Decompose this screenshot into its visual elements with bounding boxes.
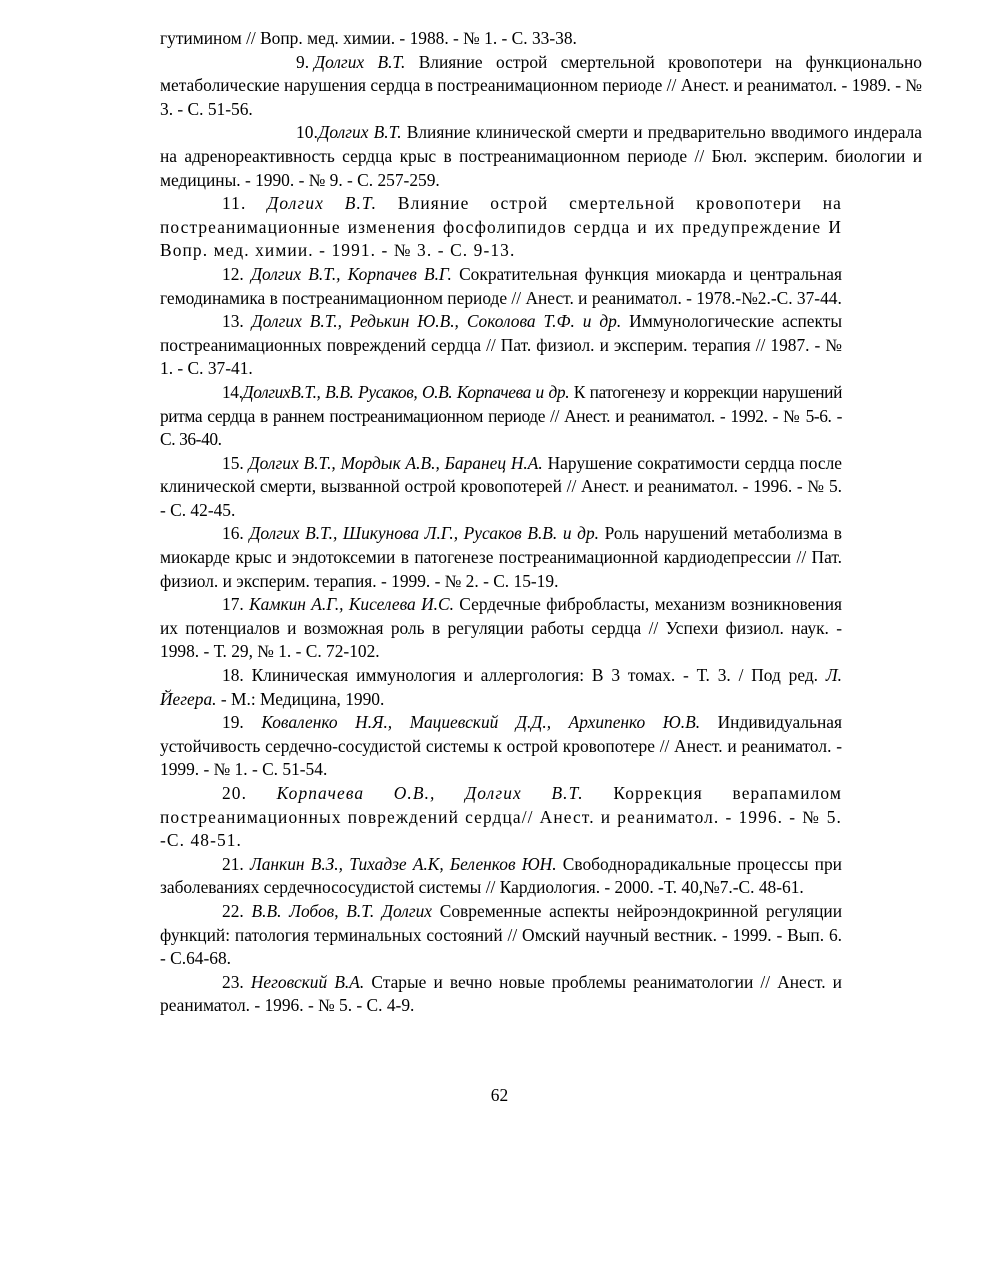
reference-entry-12 bbox=[160, 263, 842, 310]
reference-entry-23 bbox=[160, 971, 842, 1018]
reference-number: 23. bbox=[222, 971, 244, 992]
continuation-line bbox=[160, 27, 842, 51]
reference-authors: Долгих В.Т. bbox=[267, 193, 378, 214]
reference-number: 12. bbox=[222, 263, 244, 284]
reference-text: Нарушение сократимости сердца после клинической смерти, вызванной острой кровопотерей // Анест. и реаниматол. - 1996. - № 5. - С. 42-45. bbox=[160, 452, 842, 520]
reference-entry-16 bbox=[160, 522, 842, 593]
reference-text: Влияние острой смертельной кровопотери на функционально метаболические нарушения сердца в постреанимационном периоде // Анест. и реаниматол. - 1989. - № 3. - С. 51-56. bbox=[160, 51, 922, 119]
reference-number: 10 bbox=[296, 122, 314, 143]
reference-text-tail: Современные аспекты нейроэндокринной регуляции функций: патология терминальных состояний // Омский научный вестник. - 1999. - Вып. 6. - С.64-68. bbox=[160, 900, 842, 969]
reference-number: 22. bbox=[222, 900, 244, 921]
reference-authors: Долгих В.Т., Шикунова Л.Г., Русаков В.В. и др. bbox=[249, 523, 600, 544]
continuation-text: гутимином // Вопр. мед. химии. - 1988. - № 1. - С. 33-38. bbox=[160, 28, 577, 48]
reference-text: Сократительная функция миокарда и центральная гемодинамика в постреанимационном периоде // Анест. и реаниматол. - 1978.-№2.-С. 37-44. bbox=[160, 263, 842, 308]
reference-number: 19. bbox=[222, 712, 244, 733]
reference-number: 17. bbox=[222, 594, 244, 615]
reference-number: 20. bbox=[222, 783, 248, 803]
reference-text: Роль нарушений метаболизма в миокарде крыс и эндотоксемии в патогенезе постреанимационной кардиодепрессии // Пат. физиол. и эксперим. терапия. - 1999. - № 2. - С. 15-19. bbox=[160, 523, 842, 591]
reference-number: 11. bbox=[222, 193, 247, 214]
reference-entry-11 bbox=[160, 192, 842, 263]
reference-entry-20 bbox=[160, 782, 842, 853]
reference-authors: ДолгихВ.Т., В.В. Русаков, О.В. Корпачева и др. bbox=[242, 381, 570, 402]
reference-authors-second: В.Т. Долгих bbox=[346, 900, 433, 921]
reference-entry-22 bbox=[160, 900, 842, 971]
reference-authors: Корпачева О.В., Долгих В.Т. bbox=[276, 783, 584, 803]
reference-entry-14 bbox=[160, 381, 842, 452]
reference-text: Старые и вечно новые проблемы реаниматологии // Анест. и реаниматол. - 1996. - № 5. - С. 4-9. bbox=[160, 971, 842, 1016]
reference-entry-21 bbox=[160, 853, 842, 900]
reference-text: Сердечные фибробласты, механизм возникновения их потенциалов и возможная роль в регуляции работы сердца // Успехи физиол. наук. - 1998. - Т. 29, № 1. - С. 72-102. bbox=[160, 594, 842, 662]
reference-entry-17 bbox=[160, 593, 842, 664]
reference-number: 15. bbox=[222, 452, 244, 473]
reference-entry-13 bbox=[160, 310, 842, 381]
reference-authors: Л. Йегера. bbox=[160, 665, 842, 709]
reference-text: Индивидуальная устойчивость сердечно-сосудистой системы к острой кровопотере // Анест. и реаниматол. - 1999. - № 1. - С. 51-54. bbox=[160, 712, 842, 780]
reference-number: 13. bbox=[222, 311, 244, 332]
reference-text: Влияние клинической смерти и предварительно вводимого индерала на адренореактивность сердца крыс в постреанимационном периоде // Бюл. эксперим. биологии и медицины. - 1990. - № 9. - С. 257-259. bbox=[160, 122, 922, 190]
reference-authors: Ланкин В.З., Тихадзе А.К, Беленков ЮН. bbox=[249, 853, 557, 874]
reference-authors: Камкин А.Г., Киселева И.С. bbox=[249, 594, 454, 615]
reference-authors: Долгих В.Т., Мордык А.В., Баранец Н.А. bbox=[248, 452, 543, 473]
reference-text: Иммунологические аспекты постреанимационных повреждений сердца // Пат. физиол. и эксперим. терапия // 1987. - № 1. - С. 37-41. bbox=[160, 311, 842, 379]
reference-authors: Долгих В.Т. bbox=[314, 51, 406, 72]
reference-entry-15 bbox=[160, 452, 842, 523]
reference-authors: В.В. Лобов bbox=[251, 900, 335, 921]
reference-entry-9 bbox=[160, 51, 922, 122]
reference-number: 9. bbox=[296, 51, 310, 72]
reference-number: 18. bbox=[222, 665, 244, 686]
reference-text: Коррекция верапамилом постреанимационных повреждений сердца// Анест. и реаниматол. - 1996. - № 5. -С. 48-51. bbox=[160, 783, 842, 851]
page-number: 62 bbox=[490, 1085, 509, 1105]
reference-text: , bbox=[334, 900, 347, 921]
reference-number: 16. bbox=[222, 523, 244, 544]
reference-entry-10 bbox=[160, 121, 922, 192]
reference-entry-18 bbox=[160, 664, 842, 711]
reference-text-tail: - М.: Медицина, 1990. bbox=[216, 688, 385, 709]
reference-number: 21. bbox=[222, 853, 244, 874]
bibliography-page bbox=[160, 27, 922, 1018]
reference-entry-19 bbox=[160, 711, 842, 782]
reference-authors: .Долгих В.Т. bbox=[314, 122, 402, 143]
reference-text: Клиническая иммунология и аллергология: В 3 томах. - Т. 3. / Под ред. bbox=[251, 665, 826, 686]
reference-authors: Коваленко Н.Я., Мациевский Д.Д., Архипенко Ю.В. bbox=[261, 712, 701, 733]
reference-authors: Долгих В.Т., Редькин Ю.В., Соколова Т.Ф. и др. bbox=[251, 311, 622, 332]
reference-authors: Долгих В.Т., Корпачев В.Г. bbox=[250, 263, 452, 284]
reference-text: К патогенезу и коррекции нарушений ритма сердца в раннем постреанимационном периоде // Анест. и реаниматол. - 1992. - № 5-6. - С. 36-40. bbox=[160, 381, 842, 450]
reference-text: Свободнорадикальные процессы при заболеваниях сердечнососудистой системы // Кардиология. - 2000. -Т. 40,№7.-С. 48-61. bbox=[160, 853, 842, 898]
reference-authors: Неговский В.А. bbox=[250, 971, 365, 992]
reference-text: Влияние острой смертельной кровопотери на постреанимационные изменения фосфолипидов сердца и их предупреждение И Вопр. мед. химии. - 1991. - № 3. - С. 9-13. bbox=[160, 193, 843, 261]
reference-number: 14. bbox=[222, 381, 243, 402]
